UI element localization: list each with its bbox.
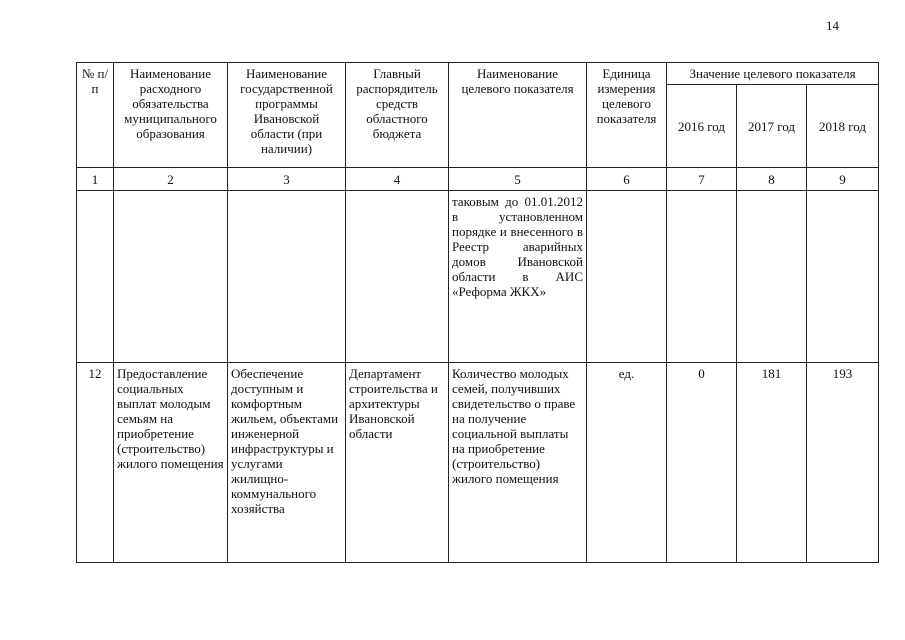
header-program: Наименование государственной программы Ивановской области (при наличии) — [228, 63, 346, 168]
indicator-cell: Количество молодых семей, получивших свидетельство о праве на получение социальной выплаты на приобретение (строительство) жилого помещения — [449, 363, 587, 563]
table-cell — [346, 191, 449, 363]
column-numbers-row — [77, 168, 879, 191]
header-year-2016: 2016 год — [667, 85, 737, 168]
header-indicator: Наименование целевого показателя — [449, 63, 587, 168]
table-cell — [667, 191, 737, 363]
table-cell — [737, 191, 807, 363]
obligation-cell: Предоставление социальных выплат молодым семьям на приобретение (строительство) жилого помещения — [114, 363, 228, 563]
header-administrator: Главный распорядитель средств областного бюджета — [346, 63, 449, 168]
column-number: 5 — [449, 168, 587, 191]
header-indicator-value-group: Значение целевого показателя — [667, 63, 879, 85]
table-row-12 — [77, 363, 879, 563]
column-number: 3 — [228, 168, 346, 191]
table-cell — [228, 191, 346, 363]
page-number: 14 — [826, 18, 839, 33]
table-cell — [587, 191, 667, 363]
column-number: 1 — [77, 168, 114, 191]
continuation-indicator-text: таковым до 01.01.2012 в установленном порядке и внесенного в Реестр аварийных домов Ивановской области в АИС «Реформа ЖКХ» — [449, 191, 587, 363]
column-number: 4 — [346, 168, 449, 191]
header-row-1 — [77, 63, 879, 85]
table-cell — [77, 191, 114, 363]
header-year-2018: 2018 год — [807, 85, 879, 168]
column-number: 6 — [587, 168, 667, 191]
table-cell — [807, 191, 879, 363]
header-year-2017: 2017 год — [737, 85, 807, 168]
column-number: 7 — [667, 168, 737, 191]
continuation-row — [77, 191, 879, 363]
column-number: 9 — [807, 168, 879, 191]
administrator-cell: Департамент строительства и архитектуры Ивановской области — [346, 363, 449, 563]
column-number: 8 — [737, 168, 807, 191]
header-num: № п/п — [77, 63, 114, 168]
column-number: 2 — [114, 168, 228, 191]
header-obligation: Наименование расходного обязательства муниципального образования — [114, 63, 228, 168]
row-number: 12 — [77, 363, 114, 563]
program-cell: Обеспечение доступным и комфортным жильем, объектами инженерной инфраструктуры и услугами жилищно-коммунального хозяйства — [228, 363, 346, 563]
unit-cell: ед. — [587, 363, 667, 563]
value-2018-cell: 193 — [807, 363, 879, 563]
value-2017-cell: 181 — [737, 363, 807, 563]
table-cell — [114, 191, 228, 363]
value-2016-cell: 0 — [667, 363, 737, 563]
target-indicators-table — [76, 62, 879, 563]
header-unit: Единица измерения целевого показателя — [587, 63, 667, 168]
